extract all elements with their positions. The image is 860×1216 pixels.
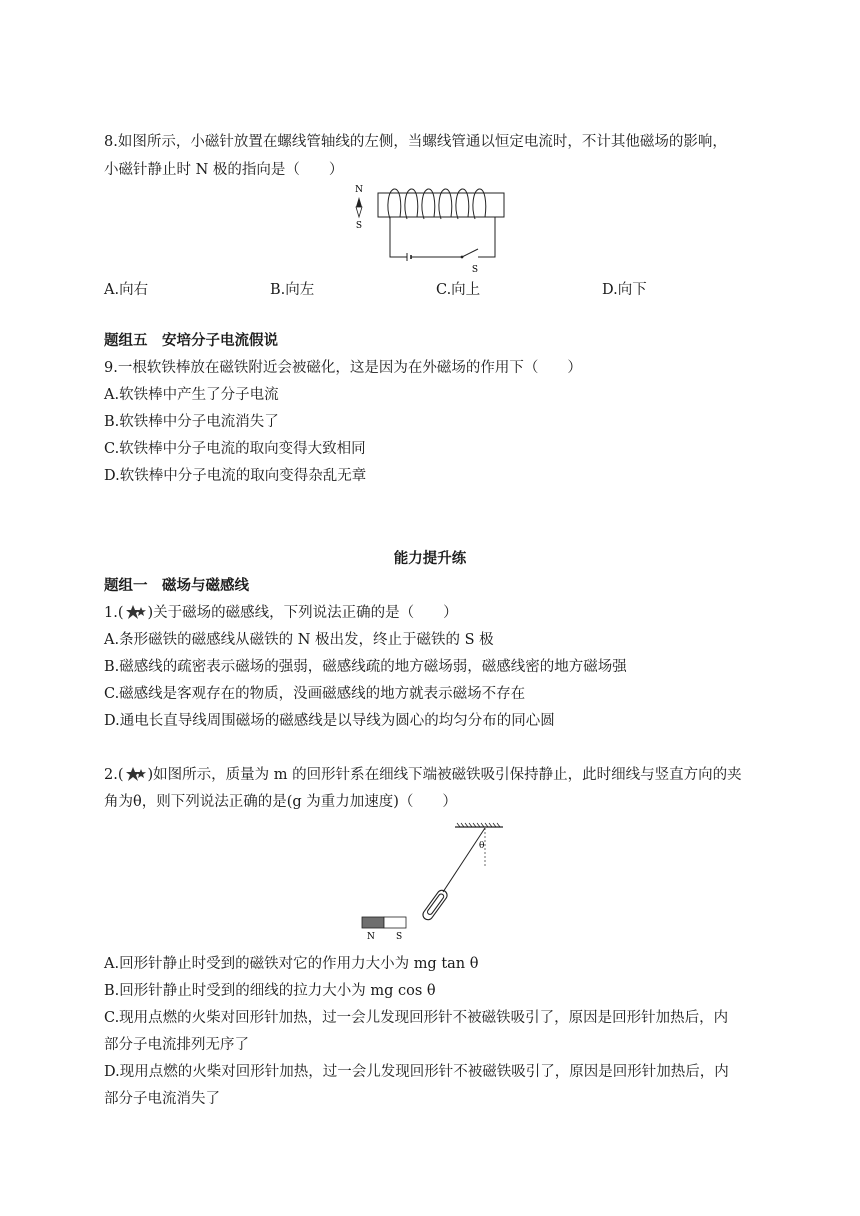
q2-paperclip-figure bbox=[355, 820, 505, 942]
q8-needle-n-label: N bbox=[355, 185, 363, 195]
difficulty-star-icon bbox=[125, 766, 147, 782]
q9-option-a: A.软铁棒中产生了分子电流 bbox=[104, 387, 279, 403]
switch-pivot bbox=[461, 256, 464, 259]
q9-option-b: B.软铁棒中分子电流消失了 bbox=[104, 414, 279, 430]
group1-heading: 题组一 磁场与磁感线 bbox=[104, 577, 249, 594]
switch-lever bbox=[462, 249, 478, 257]
section-title: 能力提升练 bbox=[393, 550, 467, 567]
q8-option-d: D.向下 bbox=[602, 282, 647, 298]
group5-heading: 题组五 安培分子电流假说 bbox=[104, 332, 278, 349]
q9-stem: 9.一根软铁棒放在磁铁附近会被磁化，这是因为在外磁场的作用下（ ） bbox=[104, 360, 582, 376]
q1-number: 1.( bbox=[104, 605, 124, 621]
q2-option-d-line2: 部分子电流消失了 bbox=[104, 1091, 220, 1107]
q2-stem-row1 bbox=[104, 765, 742, 785]
circuit-wire-left bbox=[390, 217, 407, 257]
magnet-north-half bbox=[362, 917, 384, 928]
q8-option-c: C.向上 bbox=[436, 282, 481, 298]
q1-stem: )关于磁场的磁感线，下列说法正确的是（ ） bbox=[147, 605, 458, 621]
q9-option-c: C.软铁棒中分子电流的取向变得大致相同 bbox=[104, 441, 366, 457]
q1-option-d: D.通电长直导线周围磁场的磁感线是以导线为圆心的均匀分布的同心圆 bbox=[104, 713, 555, 729]
q8-options bbox=[104, 278, 764, 298]
q2-option-a: A.回形针静止时受到的磁铁对它的作用力大小为 mg tan θ bbox=[104, 956, 479, 972]
magnet-s-label: S bbox=[396, 932, 403, 942]
compass-needle-north bbox=[356, 197, 362, 207]
q8-solenoid-figure bbox=[350, 183, 510, 275]
q8-option-a: A.向右 bbox=[104, 282, 149, 298]
q8-needle-s-label: S bbox=[355, 221, 363, 231]
q2-option-c-line2: 部分子电流排列无序了 bbox=[104, 1037, 249, 1053]
q1-option-b: B.磁感线的疏密表示磁场的强弱，磁感线疏的地方磁场弱，磁感线密的地方磁场强 bbox=[104, 659, 627, 675]
q2-option-d-line1: D.现用点燃的火柴对回形针加热，过一会儿发现回形针不被磁铁吸引了，原因是回形针加热后，内 bbox=[104, 1064, 729, 1080]
q2-stem-line1: )如图所示，质量为 m 的回形针系在细线下端被磁铁吸引保持静止，此时细线与竖直方向的夹 bbox=[147, 767, 742, 783]
switch-label: S bbox=[471, 265, 479, 275]
theta-label: θ bbox=[479, 841, 485, 851]
difficulty-star-icon bbox=[125, 604, 147, 620]
paperclip-icon bbox=[421, 888, 449, 921]
q1-option-a: A.条形磁铁的磁感线从磁铁的 N 极出发，终止于磁铁的 S 极 bbox=[104, 632, 494, 648]
magnet-n-label: N bbox=[367, 932, 375, 942]
q9-option-d: D.软铁棒中分子电流的取向变得杂乱无章 bbox=[104, 468, 367, 484]
q2-option-b: B.回形针静止时受到的细线的拉力大小为 mg cos θ bbox=[104, 983, 436, 999]
q1-stem-row bbox=[104, 603, 458, 623]
q1-option-c: C.磁感线是客观存在的物质，没画磁感线的地方就表示磁场不存在 bbox=[104, 686, 526, 702]
thread bbox=[443, 828, 485, 892]
magnet-south-half bbox=[384, 917, 406, 928]
q2-number: 2.( bbox=[104, 767, 124, 783]
q8-stem-line1: 8.如图所示，小磁针放置在螺线管轴线的左侧，当螺线管通以恒定电流时，不计其他磁场的影响， bbox=[104, 134, 727, 150]
compass-needle-south bbox=[356, 207, 362, 217]
q2-option-c-line1: C.现用点燃的火柴对回形针加热，过一会儿发现回形针不被磁铁吸引了，原因是回形针加热后，内 bbox=[104, 1010, 729, 1026]
q8-stem-line2: 小磁针静止时 N 极的指向是（ ） bbox=[104, 162, 344, 178]
q8-option-b: B.向左 bbox=[270, 282, 315, 298]
circuit-wire-right bbox=[478, 217, 495, 257]
q2-stem-line2: 角为θ，则下列说法正确的是(g 为重力加速度)（ ） bbox=[104, 794, 457, 810]
